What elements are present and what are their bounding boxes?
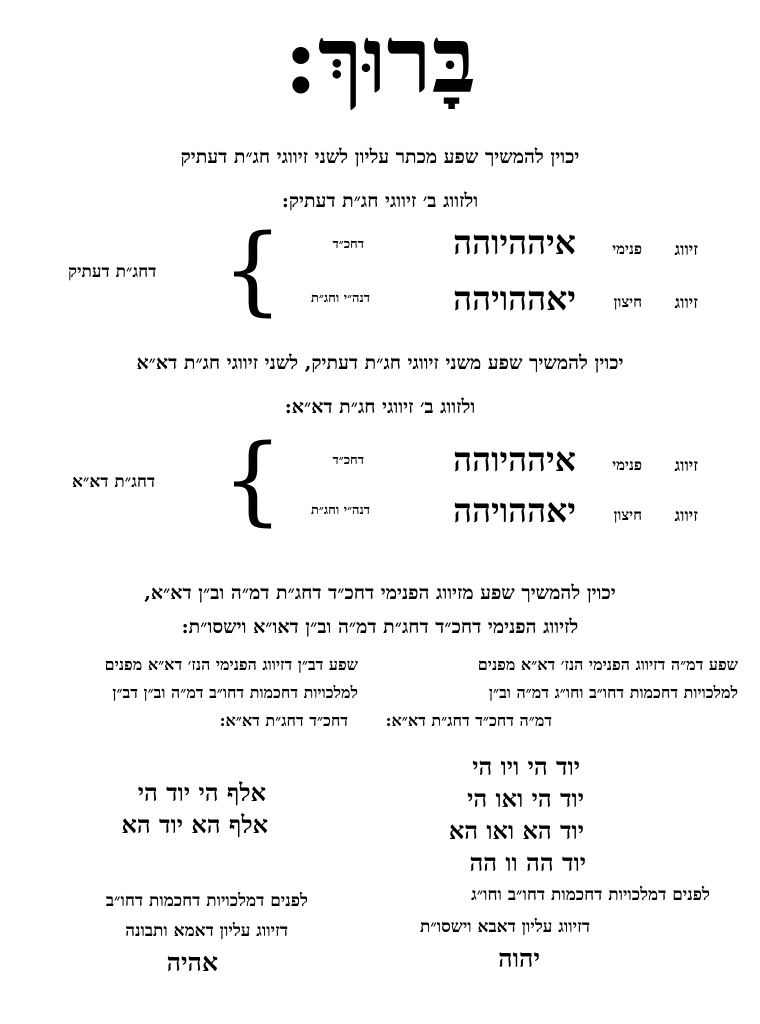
- left-seq-1: אלף הי יוד הי: [137, 778, 266, 807]
- section3-intro-line1: יכוין להמשיך שפע מזיווג הפנימי דחכ״ד דחג״ת דמ״ה וב״ן דא״א,: [144, 582, 616, 604]
- left-col-head-line1: שפע דב״ן דזיווג הפנימי הנז׳ דא״א מפנים: [104, 655, 358, 674]
- right-col-footer-line2: דזיווג עליון דאבא וישסו״ת: [419, 917, 590, 937]
- right-seq-3: יוד הא ואו הא: [448, 816, 584, 845]
- s1-row2-type: חיצון: [613, 293, 642, 311]
- section1-brace: {: [222, 214, 284, 326]
- section1-target: דחג״ת דעתיק: [68, 262, 157, 282]
- right-seq-1: יוד הי ויו הי: [472, 752, 580, 781]
- s2-row2-note: דנה״י וחג״ת: [310, 503, 370, 518]
- section2-target: דחג״ת דא״א: [72, 472, 156, 492]
- left-col-footer-line2: דזיווג עליון דאמא ותבונה: [125, 921, 288, 941]
- section2-brace: {: [222, 424, 284, 536]
- left-col-name: אהיה: [166, 948, 218, 977]
- s1-row2-zivug: זיווג: [674, 293, 698, 313]
- left-col-footer-line1: לפנים דמלכויות דחכמות דחו״ב: [105, 891, 308, 911]
- right-seq-4: יוד הה וו הה: [469, 848, 586, 877]
- s2-row2-type: חיצון: [613, 506, 642, 524]
- s1-row1-note: דחכ״ד: [332, 237, 364, 252]
- section1-intro-line1: יכוין להמשיך שפע מכתר עליון לשני זיווגי חג״ת דעתיק: [180, 146, 580, 168]
- right-col-head-line1: שפע דמ״ה דזיווג הפנימי הנז׳ דא״א מפנים: [477, 655, 738, 674]
- s2-row2-zivug: זיווג: [674, 506, 698, 526]
- section3-intro-line2: לזיווג הפנימי דחכ״ד דחג״ת דמ״ה וב״ן דאו״א וישסו״ת:: [181, 616, 579, 638]
- left-col-head-line3: דחכ״ד דחג״ת דא״א:: [219, 711, 348, 730]
- s1-row2-divine-name: יאההויהה: [453, 279, 576, 318]
- s1-row1-type: פנימי: [612, 240, 642, 258]
- right-col-name: יהוה: [498, 944, 540, 973]
- right-seq-2: יוד הי ואו הי: [467, 784, 584, 813]
- right-col-head-line2: למלכויות דחכמות דחו״ב וחו״ג דמ״ה וב״ן: [488, 683, 738, 702]
- page-title: בָּרוּךְ:: [283, 6, 477, 114]
- right-col-footer-line1: לפנים דמלכויות דחכמות דחו״ב וחו״ג: [471, 885, 710, 905]
- right-col-head-line3: דמ״ה דחכ״ד דחג״ת דא״א:: [385, 711, 552, 730]
- s2-row2-divine-name: יאההויהה: [453, 491, 576, 530]
- section2-intro-line1: יכוין להמשיך שפע משני זיווגי חג״ת דעתיק, לשני זיווגי חג״ת דא״א: [136, 352, 624, 374]
- s2-row1-zivug: זיווג: [674, 456, 698, 476]
- s2-row1-note: דחכ״ד: [332, 453, 364, 468]
- section2-intro-line2: ולזווג ב׳ זיווגי חג״ת דא״א:: [284, 396, 476, 418]
- s1-row1-divine-name: איההיוהה: [453, 223, 576, 262]
- left-seq-2: אלף הא יוד הא: [121, 810, 268, 839]
- s2-row1-divine-name: איההיוהה: [453, 440, 576, 479]
- s1-row1-zivug: זיווג: [674, 240, 698, 260]
- s1-row2-note: דנה״י וחג״ת: [310, 291, 370, 306]
- section1-intro-line2: ולזווג ב׳ זיווגי חג״ת דעתיק:: [281, 190, 479, 212]
- s2-row1-type: פנימי: [612, 456, 642, 474]
- left-col-head-line2: למלכויות דחכמות דחו״ב דמ״ה וב״ן דב״ן: [112, 683, 358, 702]
